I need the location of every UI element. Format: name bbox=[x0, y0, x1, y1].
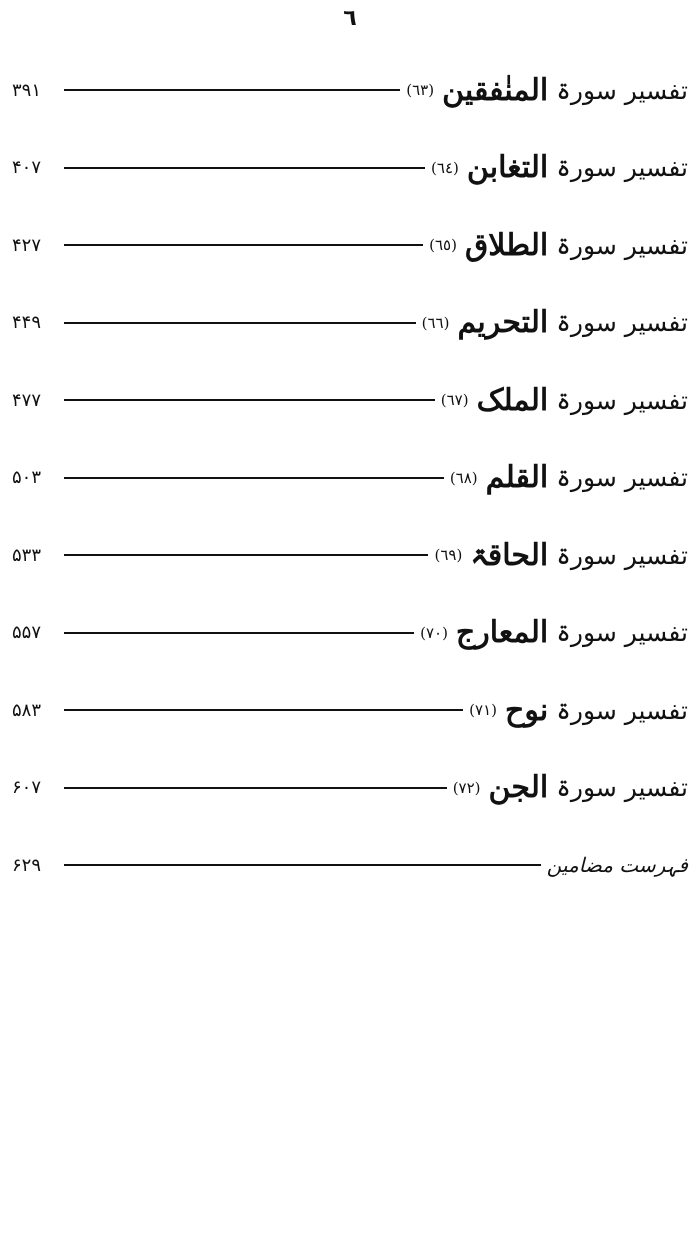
dot-leader-line bbox=[64, 554, 428, 556]
surah-number: (٧٢) bbox=[452, 778, 481, 797]
page-reference: ۵۸۳ bbox=[12, 699, 42, 721]
toc-entry-maarij bbox=[12, 613, 688, 653]
toc-entry-title bbox=[420, 615, 688, 650]
page-reference: ۵۰۳ bbox=[12, 467, 42, 488]
toc-entry-munafiqun bbox=[12, 70, 688, 110]
surah-name: المنٰفقین bbox=[442, 72, 549, 108]
page-reference: ۶۲۹ bbox=[12, 854, 42, 876]
surah-name: المعارج bbox=[455, 615, 549, 650]
toc-entry-prefix: تفسیر سورۃ bbox=[556, 385, 688, 415]
surah-number: (٦٤) bbox=[431, 158, 459, 177]
dot-leader-line bbox=[64, 244, 423, 246]
toc-entry-title bbox=[431, 150, 688, 185]
toc-entry-index bbox=[12, 845, 688, 885]
toc-entry-title bbox=[406, 73, 688, 108]
surah-number: (٦٩) bbox=[434, 546, 463, 564]
dot-leader-line bbox=[64, 399, 435, 401]
surah-name: الملک bbox=[476, 382, 549, 418]
toc-entry-prefix: تفسیر سورۃ bbox=[556, 230, 688, 260]
toc-entry-prefix: تفسیر سورۃ bbox=[556, 463, 688, 492]
dot-leader-line bbox=[64, 477, 444, 479]
toc-entry-prefix: تفسیر سورۃ bbox=[556, 695, 688, 725]
surah-name: التحریم bbox=[457, 305, 549, 340]
surah-name: الجن bbox=[488, 770, 549, 805]
dot-leader-line bbox=[64, 864, 541, 866]
dot-leader-line bbox=[64, 89, 400, 91]
toc-entry-prefix: تفسیر سورۃ bbox=[556, 75, 688, 105]
dot-leader-line bbox=[64, 632, 414, 634]
toc-entry-talaq bbox=[12, 225, 688, 265]
toc-entry-title bbox=[434, 538, 688, 573]
toc-entry-jinn bbox=[12, 768, 688, 808]
surah-name: القلم bbox=[485, 460, 549, 495]
table-of-contents bbox=[12, 70, 688, 923]
surah-number: (٦٥) bbox=[429, 236, 457, 254]
surah-name: التغابن bbox=[466, 150, 549, 185]
toc-entry-title bbox=[469, 693, 688, 728]
surah-name: الحاقۃ bbox=[470, 537, 549, 573]
page-reference: ۵۵۷ bbox=[12, 622, 42, 643]
surah-number: (٦٦) bbox=[421, 313, 450, 332]
page-reference: ۴۷۷ bbox=[12, 389, 42, 411]
surah-name: نوح bbox=[505, 692, 549, 728]
toc-entry-title bbox=[422, 305, 688, 340]
page-reference: ۴۴۹ bbox=[12, 312, 42, 333]
toc-entry-mulk bbox=[12, 380, 688, 420]
toc-entry-title bbox=[450, 460, 688, 495]
page-reference: ۴۲۷ bbox=[12, 234, 42, 256]
toc-entry-title bbox=[429, 228, 688, 263]
page-reference: ۵۳۳ bbox=[12, 544, 42, 566]
page-number: ٦ bbox=[343, 6, 357, 31]
page-reference: ۴۰۷ bbox=[12, 157, 42, 178]
toc-entry-title bbox=[453, 770, 688, 805]
surah-number: (٦٨) bbox=[449, 468, 478, 487]
toc-entry-prefix: تفسیر سورۃ bbox=[556, 618, 688, 647]
page-reference: ۶۰۷ bbox=[12, 777, 42, 798]
dot-leader-line bbox=[64, 787, 447, 789]
page-reference: ۳۹۱ bbox=[12, 79, 42, 101]
toc-entry-prefix: تفسیر سورۃ bbox=[556, 153, 688, 182]
toc-entry-taghabun bbox=[12, 148, 688, 188]
surah-number: (٧٠) bbox=[420, 623, 448, 642]
surah-number: (٦٧) bbox=[440, 391, 469, 409]
toc-entry-prefix: تفسیر سورۃ bbox=[556, 308, 688, 337]
toc-entry-tahrim bbox=[12, 303, 688, 343]
surah-number: (٧١) bbox=[469, 701, 497, 719]
toc-entry-title bbox=[441, 383, 688, 418]
toc-entry-haqqah bbox=[12, 535, 688, 575]
surah-name: الطلاق bbox=[464, 227, 549, 263]
dot-leader-line bbox=[64, 167, 425, 169]
dot-leader-line bbox=[64, 709, 463, 711]
toc-entry-prefix: تفسیر سورۃ bbox=[556, 773, 688, 802]
surah-number: (٦٣) bbox=[406, 81, 435, 99]
toc-entry-qalam bbox=[12, 458, 688, 498]
toc-entry-prefix: تفسیر سورۃ bbox=[556, 540, 688, 570]
index-title: فہرست مضامین bbox=[546, 853, 688, 877]
dot-leader-line bbox=[64, 322, 416, 324]
toc-entry-nuh bbox=[12, 690, 688, 730]
